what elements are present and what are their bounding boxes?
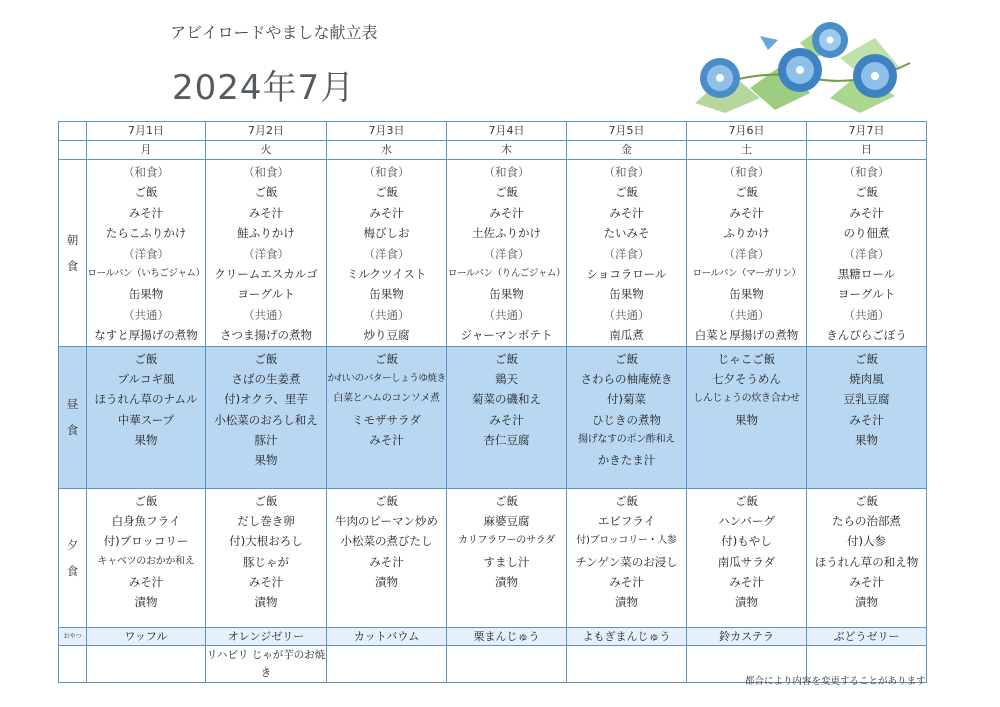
weekday-cell: 金 — [567, 141, 687, 160]
snack-cell: ワッフル — [87, 627, 206, 645]
menu-item: ご飯 — [495, 185, 518, 200]
side-char: 食 — [66, 563, 79, 578]
breakfast-cell — [687, 160, 807, 347]
extra-cell — [87, 645, 206, 682]
menu-item: 付)人参 — [847, 534, 886, 549]
dinner-cell — [807, 488, 927, 627]
menu-item: 果物 — [254, 453, 278, 468]
menu-item: 付)オクラ、里芋 — [224, 392, 308, 407]
menu-item: みそ汁 — [849, 412, 884, 427]
date-cell: 7月1日 — [87, 122, 206, 141]
menu-item: 付)大根おろし — [229, 534, 303, 549]
corner-cell — [59, 645, 87, 682]
menu-item: ご飯 — [615, 351, 638, 366]
menu-item: 缶果物 — [489, 287, 524, 302]
menu-item: ご飯 — [134, 185, 158, 200]
snack-row — [59, 627, 927, 645]
corner-cell — [59, 141, 87, 160]
menu-item: ふりかけ — [723, 226, 770, 241]
menu-item: 豚じゃが — [243, 554, 289, 569]
menu-item: みそ汁 — [729, 575, 764, 590]
breakfast-row — [59, 160, 927, 347]
menu-item: ご飯 — [495, 351, 518, 366]
menu-item: ご飯 — [134, 493, 158, 508]
menu-item: 付)ブロッコリー — [103, 534, 189, 549]
menu-item: （和食） — [723, 165, 770, 179]
menu-item: ロールパン（りんごジャム） — [447, 267, 566, 279]
menu-item: かれいのバターしょうゆ焼き — [327, 372, 446, 384]
snack-cell: よもぎまんじゅう — [567, 627, 687, 645]
breakfast-cell — [327, 160, 447, 347]
menu-item: 缶果物 — [369, 287, 404, 302]
menu-item: （和食） — [843, 165, 890, 179]
menu-item: 豆乳豆腐 — [843, 392, 890, 407]
weekday-cell: 木 — [447, 141, 567, 160]
menu-item: 梅びしお — [363, 226, 410, 241]
menu-item: みそ汁 — [369, 554, 404, 569]
weekday-cell: 月 — [87, 141, 206, 160]
menu-item: ジャーマンポテト — [460, 328, 553, 343]
date-cell: 7月4日 — [447, 122, 567, 141]
menu-item: ハンバーグ — [718, 513, 775, 528]
menu-item: 付)もやし — [721, 534, 772, 549]
menu-item: 漬物 — [134, 595, 158, 610]
menu-item: すまし汁 — [483, 554, 530, 569]
menu-item: 果物 — [134, 433, 158, 448]
weekday-row — [59, 141, 927, 160]
menu-item: みそ汁 — [609, 575, 644, 590]
menu-item: （共通） — [363, 307, 410, 322]
menu-item: 漬物 — [495, 575, 518, 590]
menu-item: ご飯 — [134, 351, 158, 366]
date-cell: 7月7日 — [807, 122, 927, 141]
menu-item: 白身魚フライ — [111, 513, 181, 528]
menu-item: なすと厚揚げの煮物 — [94, 328, 198, 343]
side-char: 夕 — [66, 537, 79, 552]
menu-item: ひじきの煮物 — [592, 412, 661, 427]
menu-item: 缶果物 — [729, 287, 764, 302]
menu-table — [58, 121, 927, 683]
menu-item: みそ汁 — [489, 412, 524, 427]
menu-item: 果物 — [855, 433, 878, 448]
menu-item: ほうれん草のナムル — [94, 392, 198, 407]
menu-item: ご飯 — [615, 493, 638, 508]
menu-item: 小松菜の煮びたし — [340, 534, 433, 549]
menu-item: のり佃煮 — [843, 226, 890, 241]
menu-item: キャベツのおかか和え — [97, 555, 195, 567]
menu-item: だし巻き卵 — [237, 513, 295, 528]
menu-item: 中華スープ — [117, 412, 175, 427]
menu-item: 白菜とハムのコンソメ煮 — [333, 393, 440, 405]
lunch-row — [59, 346, 927, 488]
menu-item: さばの生姜煮 — [231, 371, 301, 386]
menu-item: みそ汁 — [489, 205, 524, 220]
menu-item: みそ汁 — [849, 205, 884, 220]
breakfast-cell — [807, 160, 927, 347]
menu-item: 白菜と厚揚げの煮物 — [694, 328, 799, 343]
menu-item: みそ汁 — [369, 433, 404, 448]
lunch-cell — [206, 346, 327, 488]
menu-item: みそ汁 — [128, 205, 164, 220]
snack-cell: 鈴カステラ — [687, 627, 807, 645]
menu-item: クリームエスカルゴ — [214, 266, 318, 281]
menu-item: 缶果物 — [128, 287, 164, 302]
menu-item: みそ汁 — [128, 575, 164, 590]
menu-item: 揚げなすのポン酢和え — [578, 434, 675, 446]
lunch-cell — [327, 346, 447, 488]
menu-item: ショコラロール — [586, 266, 667, 281]
menu-item: （洋食） — [843, 246, 890, 261]
menu-item: （洋食） — [363, 246, 410, 261]
menu-item: （和食） — [483, 165, 530, 179]
menu-item: 牛肉のピーマン炒め — [334, 513, 439, 528]
date-cell: 7月6日 — [687, 122, 807, 141]
breakfast-cell — [567, 160, 687, 347]
menu-item: 麻婆豆腐 — [483, 513, 530, 528]
lunch-cell — [807, 346, 927, 488]
lunch-cell — [447, 346, 567, 488]
menu-item: ご飯 — [855, 493, 878, 508]
menu-item: 漬物 — [735, 595, 758, 610]
extra-cell — [327, 645, 447, 682]
menu-item: かきたま汁 — [597, 453, 656, 468]
snack-cell: カットバウム — [327, 627, 447, 645]
menu-item: ご飯 — [855, 351, 878, 366]
menu-item: 鶏天 — [495, 371, 518, 386]
menu-item: 土佐ふりかけ — [472, 226, 541, 241]
breakfast-cell — [206, 160, 327, 347]
menu-item: ヨーグルト — [837, 287, 896, 302]
breakfast-cell — [447, 160, 567, 347]
menu-item: 付)ブロッコリー・人参 — [576, 535, 677, 547]
menu-item: じゃこご飯 — [717, 351, 776, 366]
menu-item: さつま揚げの煮物 — [220, 328, 312, 343]
month-title: 2024年7月 — [172, 68, 356, 108]
menu-item: ミルクツイスト — [346, 266, 427, 281]
menu-item: ご飯 — [254, 493, 278, 508]
weekday-cell: 日 — [807, 141, 927, 160]
menu-item: みそ汁 — [248, 205, 284, 220]
menu-item: （共通） — [483, 307, 530, 322]
menu-item: たらこふりかけ — [105, 226, 187, 241]
menu-item: ほうれん草の和え物 — [814, 554, 919, 569]
menu-item: しんじょうの炊き合わせ — [693, 393, 800, 405]
date-cell: 7月2日 — [206, 122, 327, 141]
menu-item: ご飯 — [615, 185, 638, 200]
extra-cell — [447, 645, 567, 682]
menu-item: みそ汁 — [729, 205, 764, 220]
menu-item: ご飯 — [254, 351, 278, 366]
morning-glory-illustration — [690, 18, 920, 118]
menu-item: みそ汁 — [248, 575, 284, 590]
menu-item: （和食） — [243, 165, 289, 179]
menu-item: ロールパン（いちごジャム） — [87, 267, 205, 279]
menu-item: ご飯 — [254, 185, 278, 200]
menu-item: （和食） — [603, 165, 650, 179]
menu-item: 焼肉風 — [849, 371, 884, 386]
dinner-cell — [687, 488, 807, 627]
menu-item: さわらの柚庵焼き — [580, 371, 673, 386]
menu-item: 杏仁豆腐 — [483, 433, 530, 448]
lunch-cell — [87, 346, 206, 488]
dinner-cell — [567, 488, 687, 627]
side-label-lunch — [59, 346, 87, 488]
menu-item: ご飯 — [855, 185, 878, 200]
menu-item: （洋食） — [243, 246, 289, 261]
dinner-cell — [206, 488, 327, 627]
date-cell: 7月3日 — [327, 122, 447, 141]
menu-item: 鮭ふりかけ — [237, 226, 295, 241]
weekday-cell: 火 — [206, 141, 327, 160]
snack-cell: オレンジゼリー — [206, 627, 327, 645]
menu-item: 缶果物 — [609, 287, 644, 302]
menu-item: 漬物 — [615, 595, 638, 610]
menu-item: （洋食） — [483, 246, 530, 261]
menu-item: きんぴらごぼう — [826, 328, 907, 343]
weekday-cell: 土 — [687, 141, 807, 160]
snack-side-label: おやつ — [59, 627, 87, 645]
menu-item: ご飯 — [375, 351, 398, 366]
menu-item: （洋食） — [603, 246, 650, 261]
breakfast-cell — [87, 160, 206, 347]
side-char: 朝 — [66, 232, 79, 247]
snack-cell: 栗まんじゅう — [447, 627, 567, 645]
side-char: 昼 — [66, 397, 79, 412]
menu-item: 漬物 — [254, 595, 278, 610]
menu-item: （洋食） — [123, 246, 169, 261]
menu-item: （共通） — [243, 307, 289, 322]
menu-item: 果物 — [735, 412, 758, 427]
extra-cell — [567, 645, 687, 682]
menu-item: ご飯 — [495, 493, 518, 508]
menu-item: ご飯 — [735, 493, 758, 508]
menu-item: 漬物 — [855, 595, 878, 610]
dinner-row — [59, 488, 927, 627]
menu-item: （和食） — [363, 165, 410, 179]
menu-item: たいみそ — [603, 226, 650, 241]
menu-item: ご飯 — [375, 493, 398, 508]
menu-item: 炒り豆腐 — [363, 328, 410, 343]
menu-item: 菊菜の磯和え — [472, 392, 541, 407]
date-row — [59, 122, 927, 141]
facility-title: アビイロードやましな献立表 — [170, 23, 378, 42]
menu-item: （共通） — [723, 307, 770, 322]
side-label-dinner — [59, 488, 87, 627]
menu-item: ご飯 — [735, 185, 758, 200]
snack-cell: ぶどうゼリー — [807, 627, 927, 645]
dinner-cell — [87, 488, 206, 627]
lunch-cell — [687, 346, 807, 488]
menu-item: （和食） — [123, 165, 169, 179]
side-char: 食 — [66, 258, 79, 273]
side-char: 食 — [66, 423, 79, 438]
weekday-cell: 水 — [327, 141, 447, 160]
date-cell: 7月5日 — [567, 122, 687, 141]
menu-item: カリフラワーのサラダ — [458, 535, 555, 547]
menu-item: 南瓜サラダ — [717, 554, 776, 569]
menu-item: プルコギ風 — [117, 371, 175, 386]
menu-item: ご飯 — [375, 185, 398, 200]
menu-item: （共通） — [843, 307, 890, 322]
menu-item: 七夕そうめん — [712, 371, 781, 386]
menu-item: みそ汁 — [369, 205, 404, 220]
menu-item: 黒糖ロール — [837, 266, 896, 281]
menu-item: （共通） — [603, 307, 650, 322]
dinner-cell — [447, 488, 567, 627]
menu-item: （洋食） — [723, 246, 770, 261]
menu-item: 漬物 — [375, 575, 398, 590]
menu-item: 豚汁 — [254, 433, 278, 448]
menu-item: 小松菜のおろし和え — [214, 412, 318, 427]
menu-item: チンゲン菜のお浸し — [575, 554, 678, 569]
side-label-breakfast — [59, 160, 87, 347]
change-notice: 都合により内容を変更することがあります — [745, 676, 926, 687]
menu-item: ミモザサラダ — [352, 412, 421, 427]
extra-cell: リハビリ じゃが芋のお焼き — [206, 645, 327, 682]
menu-item: エビフライ — [597, 513, 656, 528]
menu-item: 南瓜煮 — [609, 328, 644, 343]
menu-item: 付)菊菜 — [607, 392, 646, 407]
lunch-cell — [567, 346, 687, 488]
menu-item: みそ汁 — [609, 205, 644, 220]
menu-item: たらの治部煮 — [832, 513, 901, 528]
menu-item: ロールパン（マーガリン） — [692, 267, 801, 279]
menu-item: （共通） — [123, 307, 169, 322]
menu-item: みそ汁 — [849, 575, 884, 590]
corner-cell — [59, 122, 87, 141]
menu-item: ヨーグルト — [237, 287, 295, 302]
dinner-cell — [327, 488, 447, 627]
